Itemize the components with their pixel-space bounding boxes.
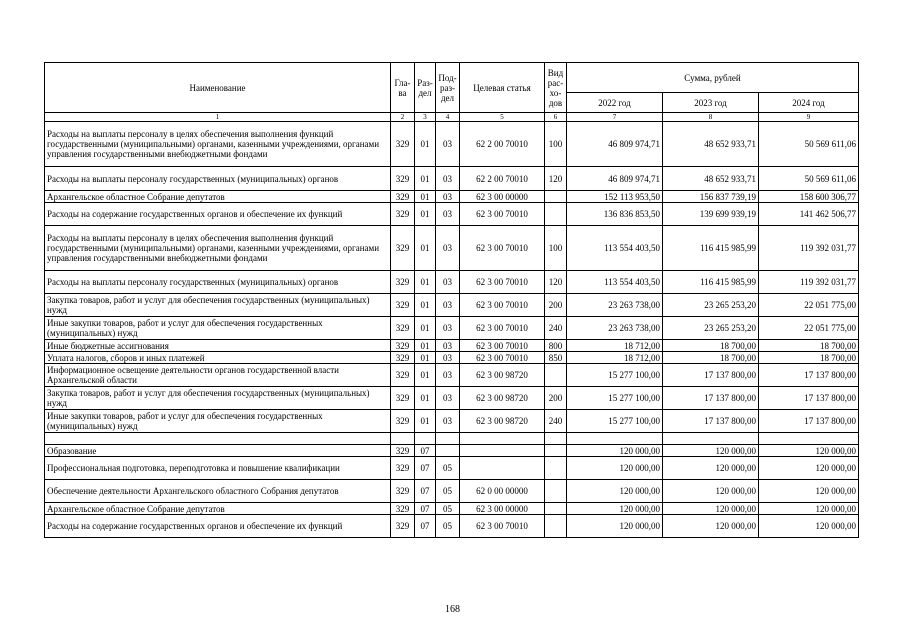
row-value-2023: 17 137 800,00	[663, 410, 759, 433]
row-razdel: 01	[415, 364, 436, 387]
row-glava: 329	[391, 203, 415, 226]
row-vid	[545, 203, 567, 226]
row-name: Расходы на выплаты персоналу в целях обеспечения выполнения функций государственными (муниципальными) органами, казенными учреждениями, органами управления государственными внебюджетными фондами	[45, 122, 391, 167]
row-name: Информационное освещение деятельности органов государственной власти Архангельской области	[45, 364, 391, 387]
row-value-2024: 119 392 031,77	[759, 271, 859, 294]
row-glava: 329	[391, 340, 415, 352]
row-podrazdel: 03	[436, 226, 460, 271]
row-name: Расходы на выплаты персоналу государственных (муниципальных) органов	[45, 271, 391, 294]
row-podrazdel	[436, 433, 460, 445]
row-podrazdel: 03	[436, 203, 460, 226]
row-razdel: 07	[415, 480, 436, 503]
row-value-2024: 50 569 611,06	[759, 167, 859, 191]
col-number: 8	[663, 113, 759, 122]
row-value-2023: 116 415 985,99	[663, 226, 759, 271]
table-row	[45, 203, 859, 226]
row-name: Иные бюджетные ассигнования	[45, 340, 391, 352]
table-row	[45, 503, 859, 515]
row-name	[45, 433, 391, 445]
row-vid	[545, 445, 567, 457]
row-glava: 329	[391, 352, 415, 364]
row-razdel: 01	[415, 352, 436, 364]
row-razdel: 01	[415, 317, 436, 340]
row-podrazdel: 03	[436, 191, 460, 203]
row-vid	[545, 480, 567, 503]
col-number: 3	[415, 113, 436, 122]
col-number: 7	[567, 113, 663, 122]
row-vid	[545, 364, 567, 387]
table-row	[45, 515, 859, 538]
row-podrazdel: 03	[436, 122, 460, 167]
row-tselevaya: 62 3 00 70010	[460, 352, 545, 364]
row-value-2022: 18 712,00	[567, 352, 663, 364]
table-body	[45, 122, 859, 538]
row-glava: 329	[391, 317, 415, 340]
row-tselevaya	[460, 445, 545, 457]
row-glava: 329	[391, 226, 415, 271]
row-vid	[545, 433, 567, 445]
row-value-2022: 120 000,00	[567, 503, 663, 515]
row-value-2022: 15 277 100,00	[567, 387, 663, 410]
row-value-2022: 113 554 403,50	[567, 271, 663, 294]
row-tselevaya	[460, 457, 545, 480]
row-glava: 329	[391, 445, 415, 457]
row-vid: 200	[545, 387, 567, 410]
row-value-2024: 18 700,00	[759, 340, 859, 352]
row-value-2024: 18 700,00	[759, 352, 859, 364]
row-razdel: 01	[415, 167, 436, 191]
table-row	[45, 480, 859, 503]
row-tselevaya: 62 3 00 00000	[460, 191, 545, 203]
row-razdel: 07	[415, 515, 436, 538]
col-number: 5	[460, 113, 545, 122]
row-tselevaya: 62 2 00 70010	[460, 122, 545, 167]
row-name: Профессиональная подготовка, переподготовка и повышение квалификации	[45, 457, 391, 480]
row-value-2023: 120 000,00	[663, 445, 759, 457]
row-value-2024: 120 000,00	[759, 515, 859, 538]
row-value-2022: 23 263 738,00	[567, 317, 663, 340]
table-row	[45, 387, 859, 410]
row-glava: 329	[391, 271, 415, 294]
col-number: 2	[391, 113, 415, 122]
header-vid: Вид рас-хо-дов	[545, 63, 567, 113]
header-glava: Гла-ва	[391, 63, 415, 113]
row-value-2024	[759, 433, 859, 445]
row-value-2024: 141 462 506,77	[759, 203, 859, 226]
row-vid: 800	[545, 340, 567, 352]
row-tselevaya: 62 3 00 00000	[460, 503, 545, 515]
row-podrazdel: 05	[436, 515, 460, 538]
row-vid: 100	[545, 122, 567, 167]
row-value-2024: 22 051 775,00	[759, 294, 859, 317]
table-row	[45, 191, 859, 203]
row-value-2022: 15 277 100,00	[567, 410, 663, 433]
row-value-2023	[663, 433, 759, 445]
col-number: 4	[436, 113, 460, 122]
row-value-2022: 120 000,00	[567, 445, 663, 457]
row-razdel: 01	[415, 410, 436, 433]
row-podrazdel	[436, 445, 460, 457]
row-value-2023: 156 837 739,19	[663, 191, 759, 203]
row-podrazdel: 05	[436, 503, 460, 515]
row-tselevaya: 62 3 00 70010	[460, 226, 545, 271]
row-value-2023: 23 265 253,20	[663, 294, 759, 317]
row-vid	[545, 191, 567, 203]
row-value-2022: 120 000,00	[567, 515, 663, 538]
row-value-2024: 158 600 306,77	[759, 191, 859, 203]
row-tselevaya: 62 3 00 70010	[460, 203, 545, 226]
row-value-2024: 17 137 800,00	[759, 364, 859, 387]
row-razdel: 01	[415, 122, 436, 167]
row-vid: 240	[545, 410, 567, 433]
row-razdel: 01	[415, 294, 436, 317]
row-podrazdel: 03	[436, 387, 460, 410]
row-vid	[545, 515, 567, 538]
row-value-2024: 119 392 031,77	[759, 226, 859, 271]
row-name: Архангельское областное Собрание депутатов	[45, 503, 391, 515]
row-tselevaya: 62 3 00 70010	[460, 340, 545, 352]
col-number: 6	[545, 113, 567, 122]
row-tselevaya: 62 2 00 70010	[460, 167, 545, 191]
row-name: Архангельское областное Собрание депутатов	[45, 191, 391, 203]
row-glava: 329	[391, 387, 415, 410]
row-tselevaya: 62 3 00 98720	[460, 410, 545, 433]
table-header	[45, 63, 859, 122]
row-value-2022: 18 712,00	[567, 340, 663, 352]
table-row	[45, 433, 859, 445]
row-razdel: 01	[415, 226, 436, 271]
row-glava: 329	[391, 515, 415, 538]
row-podrazdel: 05	[436, 480, 460, 503]
row-razdel: 07	[415, 445, 436, 457]
row-name: Закупка товаров, работ и услуг для обеспечения государственных (муниципальных) нужд	[45, 387, 391, 410]
header-podrazdel: Под-раз-дел	[436, 63, 460, 113]
row-tselevaya	[460, 433, 545, 445]
row-value-2024: 17 137 800,00	[759, 387, 859, 410]
row-vid: 850	[545, 352, 567, 364]
row-vid: 120	[545, 271, 567, 294]
table-row	[45, 167, 859, 191]
row-podrazdel: 03	[436, 271, 460, 294]
row-glava: 329	[391, 503, 415, 515]
row-value-2023: 17 137 800,00	[663, 387, 759, 410]
col-number: 1	[45, 113, 391, 122]
row-glava: 329	[391, 457, 415, 480]
row-name: Расходы на содержание государственных органов и обеспечение их функций	[45, 203, 391, 226]
row-podrazdel: 05	[436, 457, 460, 480]
row-tselevaya: 62 3 00 70010	[460, 515, 545, 538]
row-value-2024: 22 051 775,00	[759, 317, 859, 340]
row-glava: 329	[391, 122, 415, 167]
row-value-2023: 48 652 933,71	[663, 167, 759, 191]
row-vid: 240	[545, 317, 567, 340]
row-value-2023: 120 000,00	[663, 503, 759, 515]
row-podrazdel: 03	[436, 317, 460, 340]
row-podrazdel: 03	[436, 410, 460, 433]
header-summa: Сумма, рублей	[567, 63, 859, 93]
row-razdel: 01	[415, 271, 436, 294]
row-razdel: 01	[415, 203, 436, 226]
row-tselevaya: 62 3 00 70010	[460, 271, 545, 294]
row-glava: 329	[391, 410, 415, 433]
row-tselevaya: 62 3 00 70010	[460, 317, 545, 340]
row-podrazdel: 03	[436, 340, 460, 352]
row-podrazdel: 03	[436, 352, 460, 364]
row-value-2022: 23 263 738,00	[567, 294, 663, 317]
row-glava: 329	[391, 294, 415, 317]
row-glava: 329	[391, 480, 415, 503]
row-value-2023: 18 700,00	[663, 352, 759, 364]
row-razdel	[415, 433, 436, 445]
row-name: Обеспечение деятельности Архангельского областного Собрания депутатов	[45, 480, 391, 503]
row-value-2022: 15 277 100,00	[567, 364, 663, 387]
row-value-2024: 120 000,00	[759, 503, 859, 515]
table-row	[45, 317, 859, 340]
row-value-2023: 23 265 253,20	[663, 317, 759, 340]
table-row	[45, 364, 859, 387]
row-value-2023: 120 000,00	[663, 457, 759, 480]
row-value-2024: 17 137 800,00	[759, 410, 859, 433]
row-value-2022: 152 113 953,50	[567, 191, 663, 203]
header-razdel: Раз-дел	[415, 63, 436, 113]
row-vid	[545, 457, 567, 480]
header-year-2024: 2024 год	[759, 93, 859, 113]
row-tselevaya: 62 3 00 70010	[460, 294, 545, 317]
row-vid: 120	[545, 167, 567, 191]
table-row	[45, 271, 859, 294]
header-name: Наименование	[45, 63, 391, 113]
col-number: 9	[759, 113, 859, 122]
row-name: Расходы на выплаты персоналу государственных (муниципальных) органов	[45, 167, 391, 191]
row-value-2023: 139 699 939,19	[663, 203, 759, 226]
table-row	[45, 410, 859, 433]
row-glava: 329	[391, 191, 415, 203]
header-tselevaya: Целевая статья	[460, 63, 545, 113]
row-value-2023: 120 000,00	[663, 480, 759, 503]
row-name: Образование	[45, 445, 391, 457]
row-name: Уплата налогов, сборов и иных платежей	[45, 352, 391, 364]
row-glava: 329	[391, 364, 415, 387]
row-tselevaya: 62 0 00 00000	[460, 480, 545, 503]
row-razdel: 01	[415, 340, 436, 352]
table-row	[45, 445, 859, 457]
table-row	[45, 122, 859, 167]
row-tselevaya: 62 3 00 98720	[460, 387, 545, 410]
row-name: Расходы на содержание государственных органов и обеспечение их функций	[45, 515, 391, 538]
row-vid	[545, 503, 567, 515]
row-vid: 200	[545, 294, 567, 317]
row-value-2022: 46 809 974,71	[567, 167, 663, 191]
row-value-2022: 136 836 853,50	[567, 203, 663, 226]
row-value-2023: 17 137 800,00	[663, 364, 759, 387]
header-year-2022: 2022 год	[567, 93, 663, 113]
row-value-2024: 120 000,00	[759, 445, 859, 457]
row-value-2022: 113 554 403,50	[567, 226, 663, 271]
row-value-2023: 120 000,00	[663, 515, 759, 538]
row-value-2024: 120 000,00	[759, 480, 859, 503]
row-value-2022: 46 809 974,71	[567, 122, 663, 167]
row-value-2024: 120 000,00	[759, 457, 859, 480]
row-razdel: 07	[415, 503, 436, 515]
row-podrazdel: 03	[436, 294, 460, 317]
row-vid: 100	[545, 226, 567, 271]
row-value-2022: 120 000,00	[567, 480, 663, 503]
budget-table	[44, 62, 859, 538]
table-row	[45, 457, 859, 480]
row-name: Закупка товаров, работ и услуг для обеспечения государственных (муниципальных) нужд	[45, 294, 391, 317]
row-value-2022	[567, 433, 663, 445]
row-podrazdel: 03	[436, 364, 460, 387]
table-row	[45, 340, 859, 352]
page-number: 168	[445, 604, 460, 615]
row-name: Иные закупки товаров, работ и услуг для обеспечения государственных (муниципальных) нужд	[45, 317, 391, 340]
row-tselevaya: 62 3 00 98720	[460, 364, 545, 387]
row-razdel: 01	[415, 387, 436, 410]
row-name: Расходы на выплаты персоналу в целях обеспечения выполнения функций государственными (муниципальными) органами, казенными учреждениями, органами управления государственными внебюджетными фондами	[45, 226, 391, 271]
row-value-2023: 116 415 985,99	[663, 271, 759, 294]
header-year-2023: 2023 год	[663, 93, 759, 113]
row-value-2023: 18 700,00	[663, 340, 759, 352]
table-row	[45, 226, 859, 271]
row-value-2022: 120 000,00	[567, 457, 663, 480]
row-glava: 329	[391, 167, 415, 191]
table-row	[45, 294, 859, 317]
row-razdel: 01	[415, 191, 436, 203]
row-podrazdel: 03	[436, 167, 460, 191]
row-value-2024: 50 569 611,06	[759, 122, 859, 167]
table-row	[45, 352, 859, 364]
row-razdel: 07	[415, 457, 436, 480]
row-value-2023: 48 652 933,71	[663, 122, 759, 167]
row-glava	[391, 433, 415, 445]
row-name: Иные закупки товаров, работ и услуг для обеспечения государственных (муниципальных) нужд	[45, 410, 391, 433]
